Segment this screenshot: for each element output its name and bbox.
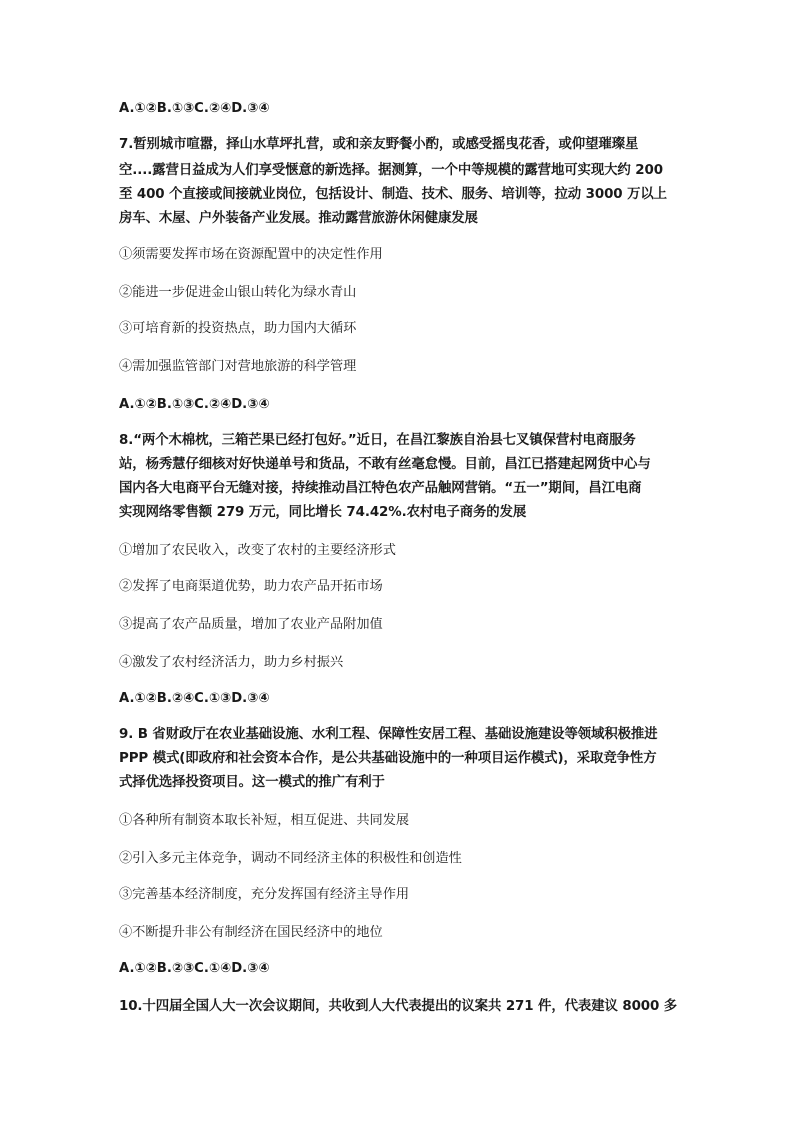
q8-option-4: ④激发了农村经济活力，助力乡村振兴 [119,655,344,670]
q7-option-1: ①须需要发挥市场在资源配置中的决定性作用 [119,247,383,262]
q9-option-3: ③完善基本经济制度，充分发挥国有经济主导作用 [119,887,410,902]
q8-stem-line-3: 国内各大电商平台无缝对接，持续推动昌江特色农产品触网营销。“五一”期间，昌江电商 [119,481,642,496]
q9-stem-line-3: 式择优选择投资项目。这一模式的推广有利于 [119,775,385,790]
q8-stem-line-2: 站，杨秀慧仔细核对好快递单号和货品，不敢有丝毫怠慢。目前，昌江已搭建起网货中心与 [119,457,651,472]
q7-option-4: ④需加强监管部门对营地旅游的科学管理 [119,359,357,374]
q7-stem-line-2: 空....露营日益成为人们享受惬意的新选择。据测算，一个中等规模的露营地可实现大约 200 [119,163,663,178]
q7-stem-line-1: 7.暂别城市喧嚣，择山水草坪扎营，或和亲友野餐小酌，或感受摇曳花香，或仰望璀璨星 [119,137,639,152]
q8-option-2: ②发挥了电商渠道优势，助力农产品开拓市场 [119,579,383,594]
q9-option-2: ②引入多元主体竞争，调动不同经济主体的积极性和创造性 [119,851,462,866]
q10-stem-line-1: 10.十四届全国人大一次会议期间，共收到人大代表提出的议案共 271 件，代表建议 8000 多 [119,999,678,1014]
q8-stem-line-1: 8.“两个木棉枕，三箱芒果已经打包好。”近日，在昌江黎族自治县七叉镇保营村电商服务 [119,433,636,448]
q9-option-1: ①各种所有制资本取长补短，相互促进、共同发展 [119,813,410,828]
q9-option-4: ④不断提升非公有制经济在国民经济中的地位 [119,925,383,940]
q7-stem-line-4: 房车、木屋、户外装备产业发展。推动露营旅游休闲健康发展 [119,211,478,226]
q7-option-3: ③可培育新的投资热点，助力国内大循环 [119,321,357,336]
q9-answer-choices: A.①②B.②③C.①④D.③④ [119,961,270,976]
q8-option-3: ③提高了农产品质量，增加了农业产品附加值 [119,617,383,632]
q8-answer-choices: A.①②B.②④C.①③D.③④ [119,691,270,706]
q8-stem-line-4: 实现网络零售额 279 万元，同比增长 74.42%.农村电子商务的发展 [119,505,527,520]
q9-stem-line-1: 9. B 省财政厅在农业基础设施、水利工程、保障性安居工程、基础设施建设等领域积极推进 [119,727,658,742]
q8-option-1: ①增加了农民收入，改变了农村的主要经济形式 [119,543,396,558]
q7-answer-choices: A.①②B.①③C.②④D.③④ [119,397,270,412]
q6-answer-choices: A.①②B.①③C.②④D.③④ [119,101,270,116]
q9-stem-line-2: PPP 模式(即政府和社会资本合作，是公共基础设施中的一种项目运作模式)，采取竞争性方 [119,751,657,766]
q7-option-2: ②能进一步促进金山银山转化为绿水青山 [119,285,357,300]
q7-stem-line-3: 至 400 个直接或间接就业岗位，包括设计、制造、技术、服务、培训等，拉动 3000 万以上 [119,187,667,202]
